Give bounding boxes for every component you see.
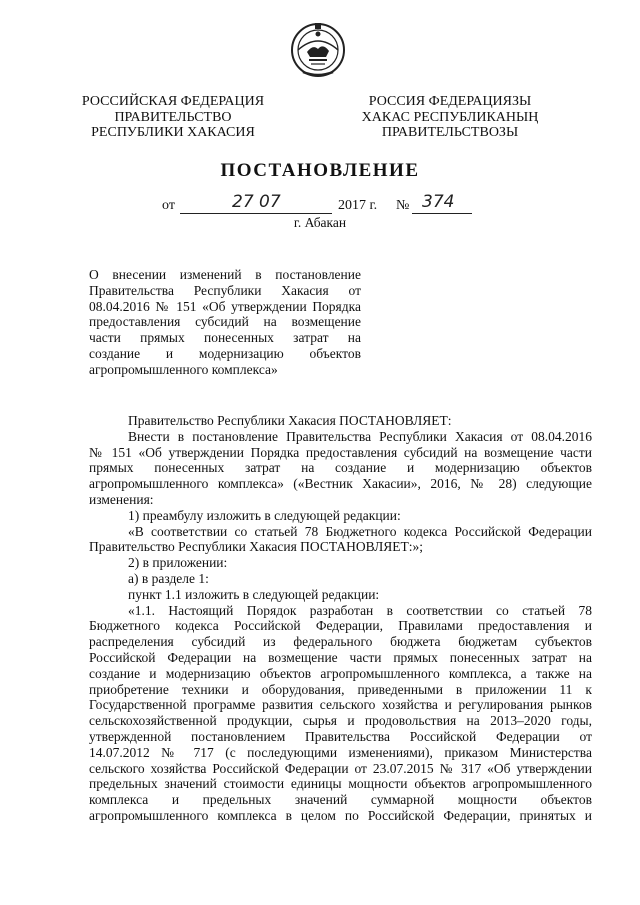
document-subject	[89, 267, 361, 378]
header-right	[350, 94, 550, 141]
body-line: агропромышленного комплекса» («Вестник Хакасии», 2016, № 28) следующие	[89, 476, 592, 492]
body-line: пункт 1.1 изложить в следующей редакции:	[128, 586, 380, 602]
subject-line: 08.04.2016 № 151 «Об утверждении Порядка	[89, 298, 361, 314]
date-prefix: от	[162, 198, 175, 213]
body-line: предельных значений стоимости единицы мощности объектов агропромышленного	[89, 776, 592, 792]
number-label: №	[396, 198, 410, 213]
body-line: приобретение техники и оборудования, приведенными в приложении 11 к	[89, 681, 592, 697]
header-left-line: РОССИЙСКАЯ ФЕДЕРАЦИЯ	[81, 94, 265, 109]
body-line: создание и модернизацию объектов агропромышленного комплекса, а также на	[89, 665, 592, 681]
header-right-line: ХАКАС РЕСПУБЛИКАНЫҢ	[361, 109, 539, 125]
date-underline	[180, 213, 332, 214]
body-line: 2) в приложении:	[128, 555, 228, 571]
body-line: утвержденной постановлением Правительства Российской Федерации от	[89, 728, 592, 744]
subject-line: части прямых понесенных затрат на	[89, 330, 361, 346]
header-right-line: РОССИЯ ФЕДЕРАЦИЯЗЫ	[368, 94, 532, 109]
body-line: «В соответствии со статьей 78 Бюджетного кодекса Российской Федерации	[128, 523, 592, 539]
header-right-line: ПРАВИТЕЛЬСТВОЗЫ	[381, 125, 519, 140]
body-line: «1.1. Настоящий Порядок разработан в соответствии со статьей 78	[128, 602, 592, 618]
subject-line: О внесении изменений в постановление	[89, 267, 361, 282]
body-line: комплекса и предельных значений суммарной мощности объектов	[89, 792, 592, 808]
body-line: изменения:	[89, 491, 154, 507]
body-line: Государственной программе развития сельского хозяйства и регулирования рынков	[89, 697, 592, 713]
body-line: а) в разделе 1:	[128, 570, 209, 586]
document-body	[89, 413, 592, 824]
body-line: распределения субсидий из федерального бюджета бюджетам субъектов	[89, 634, 592, 650]
body-line: Российской Федерации на возмещение части прямых понесенных затрат на	[89, 649, 592, 665]
body-line: Правительство Республики Хакасия ПОСТАНОВЛЯЕТ:»;	[89, 539, 424, 555]
year-label: 2017 г.	[338, 198, 378, 213]
header-left-line: ПРАВИТЕЛЬСТВО	[114, 109, 232, 125]
body-line: сельскохозяйственной продукции, сырья и продовольствия на 2013–2020 годы,	[89, 713, 592, 729]
khakassia-coat-of-arms-icon	[289, 20, 347, 78]
subject-line: агропромышленного комплекса»	[89, 361, 278, 377]
body-line: Внести в постановление Правительства Республики Хакасия от 08.04.2016	[128, 428, 592, 444]
subject-line: Правительства Республики Хакасия от	[89, 282, 361, 298]
handwritten-date: 27 07	[232, 192, 281, 212]
body-line: № 151 «Об утверждении Порядка предоставления субсидий на возмещение части	[89, 444, 592, 460]
subject-line: создание и модернизацию объектов	[89, 345, 361, 361]
body-line: прямых понесенных затрат на создание и модернизацию объектов	[89, 460, 592, 476]
city-label: г. Абакан	[293, 215, 347, 230]
body-line: 14.07.2012 № 717 (с последующими изменениями), приказом Министерства	[89, 744, 592, 760]
body-line: агропромышленного комплекса в целом по Российской Федерации, принятых и	[89, 807, 592, 823]
body-line: сельского хозяйства Российской Федерации от 23.07.2015 № 317 «Об утверждении	[89, 760, 592, 776]
subject-line: предоставления субсидий на возмещение	[89, 314, 361, 330]
header-left	[78, 94, 268, 141]
header-left-line: РЕСПУБЛИКИ ХАКАСИЯ	[91, 125, 255, 140]
number-underline	[412, 213, 472, 214]
handwritten-number: 374	[422, 192, 455, 212]
body-line: Правительство Республики Хакасия ПОСТАНОВЛЯЕТ:	[128, 413, 452, 428]
body-line: 1) преамбулу изложить в следующей редакции:	[128, 507, 401, 523]
body-line: Бюджетного кодекса Российской Федерации, Правилами предоставления и	[89, 618, 592, 634]
document-title: ПОСТАНОВЛЕНИЕ	[220, 160, 420, 181]
